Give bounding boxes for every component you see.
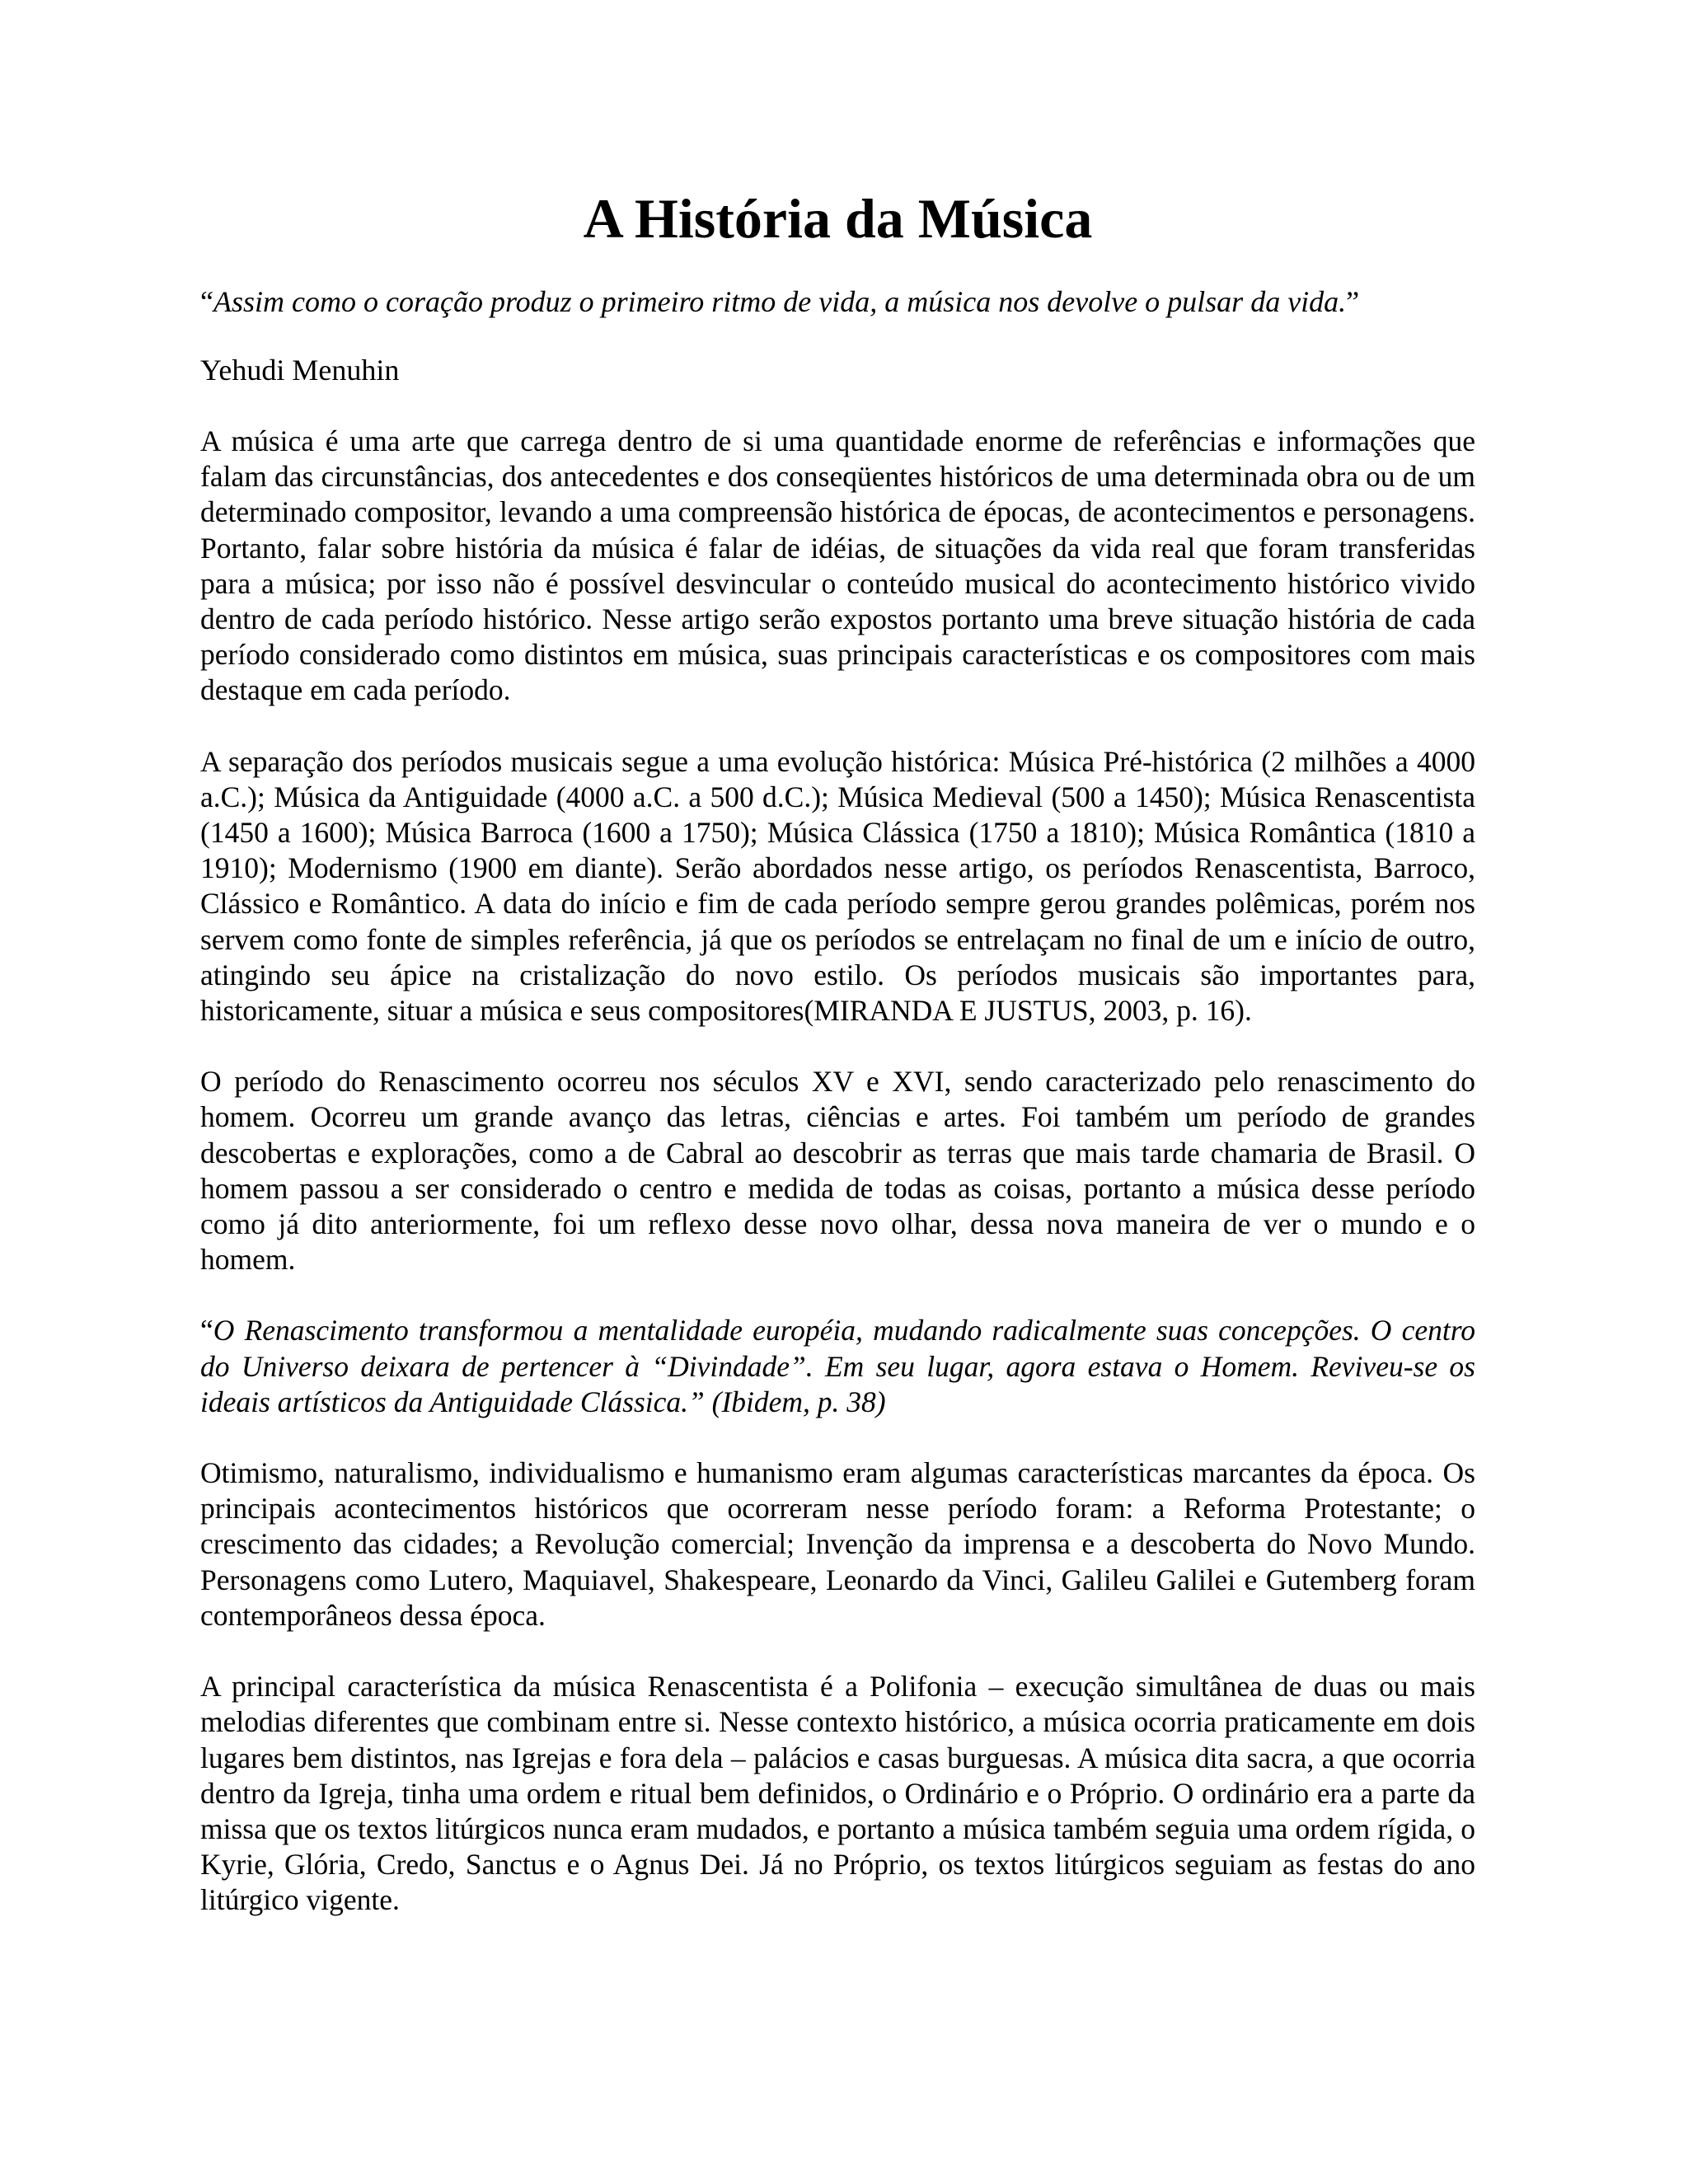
paragraph-polyphony: A principal característica da música Renascentista é a Polifonia – execução simultânea de duas ou mais melodias diferentes que combinam entre si. Nesse contexto histórico, a música ocorria praticamente em dois lugares bem distintos, nas Igrejas e fora dela – palácios e casas burguesas. A música dita sacra, a que ocorria dentro da Igreja, tinha uma ordem e ritual bem definidos, o Ordinário e o Próprio. O ordinário era a parte da missa que os textos litúrgicos nunca eram mudados, e portanto a música também seguia uma ordem rígida, o Kyrie, Glória, Credo, Sanctus e o Agnus Dei. Já no Próprio, os textos litúrgicos seguiam as festas do ano litúrgico vigente. <box>200 1670 1475 1917</box>
paragraph-periods: A separação dos períodos musicais segue a uma evolução histórica: Música Pré-histórica (2 milhões a 4000 a.C.); Música da Antiguidade (4000 a.C. a 500 d.C.); Música Medieval (500 a 1450); Música Renascentista (1450 a 1600); Música Barroca (1600 a 1750); Música Clássica (1750 a 1810); Música Romântica (1810 a 1910); Modernismo (1900 em diante). Serão abordados nesse artigo, os períodos Renascentista, Barroco, Clássico e Romântico. A data do início e fim de cada período sempre gerou grandes polêmicas, porém nos servem como fonte de simples referência, já que os períodos se entrelaçam no final de um e início de outro, atingindo seu ápice na cristalização do novo estilo. Os períodos musicais são importantes para, historicamente, situar a música e seus compositores(MIRANDA E JUSTUS, 2003, p. 16). <box>200 744 1475 1028</box>
epigraph-text: Assim como o coração produz o primeiro ritmo de vida, a música nos devolve o pulsar da vida. <box>213 285 1347 318</box>
block-quote-open-mark: “ <box>200 1314 213 1347</box>
paragraph-characteristics: Otimismo, naturalismo, individualismo e humanismo eram algumas características marcantes da época. Os principais acontecimentos históricos que ocorreram nesse período foram: a Reforma Protestante; o crescimento das cidades; a Revolução comercial; Invenção da imprensa e a descoberta do Novo Mundo. Personagens como Lutero, Maquiavel, Shakespeare, Leonardo da Vinci, Galileu Galilei e Gutemberg foram contemporâneos dessa época. <box>200 1456 1475 1632</box>
block-quote <box>200 1313 1475 1420</box>
document-page <box>200 185 1475 1954</box>
paragraph-introduction: A música é uma arte que carrega dentro de si uma quantidade enorme de referências e informações que falam das circunstâncias, dos antecedentes e dos conseqüentes históricos de uma determinada obra ou de um determinado compositor, levando a uma compreensão histórica de épocas, de acontecimentos e personagens. Portanto, falar sobre história da música é falar de idéias, de situações da vida real que foram transferidas para a música; por isso não é possível desvincular o conteúdo musical do acontecimento histórico vivido dentro de cada período histórico. Nesse artigo serão expostos portanto uma breve situação história de cada período considerado como distintos em música, suas principais características e os compositores com mais destaque em cada período. <box>200 424 1475 707</box>
block-quote-text: O Renascimento transformou a mentalidade européia, mudando radicalmente suas concepções. O centro do Universo deixara de pertencer à “Divindade”. Em seu lugar, agora estava o Homem. Reviveu-se os ideais artísticos da Antiguidade Clássica.” (Ibidem, p. 38) <box>200 1314 1475 1418</box>
epigraph-quote <box>200 284 1475 320</box>
document-title: A História da Música <box>583 187 1093 250</box>
epigraph-author: Yehudi Menuhin <box>200 354 400 387</box>
epigraph-close-quote: ” <box>1346 285 1360 318</box>
paragraph-renaissance: O período do Renascimento ocorreu nos séculos XV e XVI, sendo caracterizado pelo renascimento do homem. Ocorreu um grande avanço das letras, ciências e artes. Foi também um período de grandes descobertas e explorações, como a de Cabral ao descobrir as terras que mais tarde chamaria de Brasil. O homem passou a ser considerado o centro e medida de todas as coisas, portanto a música desse período como já dito anteriormente, foi um reflexo desse novo olhar, dessa nova maneira de ver o mundo e o homem. <box>200 1065 1475 1277</box>
epigraph-open-quote: “ <box>200 285 213 318</box>
